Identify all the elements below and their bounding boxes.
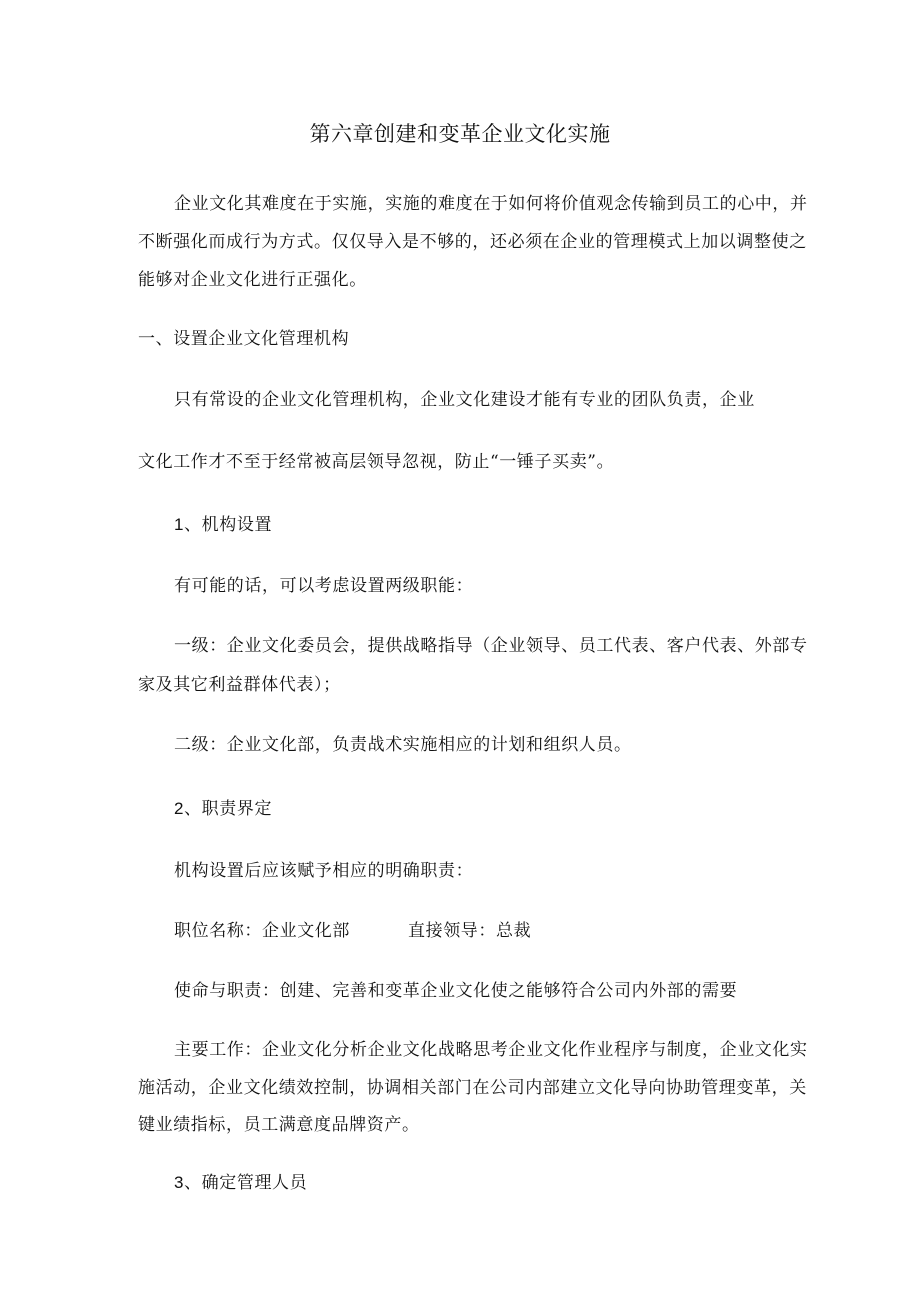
subsection-2-title: 、职责界定: [184, 799, 273, 819]
subsection-2-intro: 机构设置后应该赋予相应的明确职责：: [174, 861, 474, 881]
main-work-line-3: 键业绩指标，员工满意度品牌资产。: [138, 1115, 420, 1135]
intro-line-3: 能够对企业文化进行正强化。: [138, 270, 367, 290]
level-1-line-1: 一级：企业文化委员会，提供战略指导（企业领导、员工代表、客户代表、外部专: [174, 636, 808, 656]
subsection-1-number: 1: [174, 515, 185, 534]
subsection-1-heading: [174, 513, 272, 537]
position-line: [174, 919, 531, 943]
intro-line-2: 不断强化而成行为方式。仅仅导入是不够的，还必须在企业的管理模式上加以调整使之: [138, 232, 807, 252]
direct-leader: 直接领导：总裁: [408, 921, 532, 941]
level-2-line: 二级：企业文化部，负责战术实施相应的计划和组织人员。: [174, 735, 632, 755]
subsection-1-title: 、机构设置: [184, 515, 273, 535]
subsection-3-title: 、确定管理人员: [184, 1173, 308, 1193]
subsection-3-number: 3: [174, 1173, 185, 1192]
subsection-3-heading: [174, 1171, 307, 1195]
main-work-line-2: 施活动，企业文化绩效控制，协调相关部门在公司内部建立文化导向协助管理变革，关: [138, 1078, 807, 1098]
main-work-line-1: 主要工作：企业文化分析企业文化战略思考企业文化作业程序与制度，企业文化实: [174, 1040, 808, 1060]
level-1-line-2: 家及其它利益群体代表）；: [138, 675, 341, 695]
section-1-heading: 一、设置企业文化管理机构: [138, 329, 350, 349]
subsection-2-heading: [174, 797, 272, 821]
subsection-1-intro: 有可能的话，可以考虑设置两级职能：: [174, 576, 474, 596]
section-1-para-line-1: 只有常设的企业文化管理机构，企业文化建设才能有专业的团队负责，企业: [174, 390, 755, 410]
intro-line-1: 企业文化其难度在于实施，实施的难度在于如何将价值观念传输到员工的心中，并: [174, 194, 808, 214]
mission-line: 使命与职责：创建、完善和变革企业文化使之能够符合公司内外部的需要: [174, 981, 738, 1001]
section-1-para-line-2: 文化工作才不至于经常被高层领导忽视，防止“一锤子买卖”。: [138, 452, 615, 472]
position-name: 职位名称：企业文化部: [174, 921, 350, 941]
subsection-2-number: 2: [174, 799, 185, 818]
document-title: 第六章创建和变革企业文化实施: [309, 122, 611, 146]
